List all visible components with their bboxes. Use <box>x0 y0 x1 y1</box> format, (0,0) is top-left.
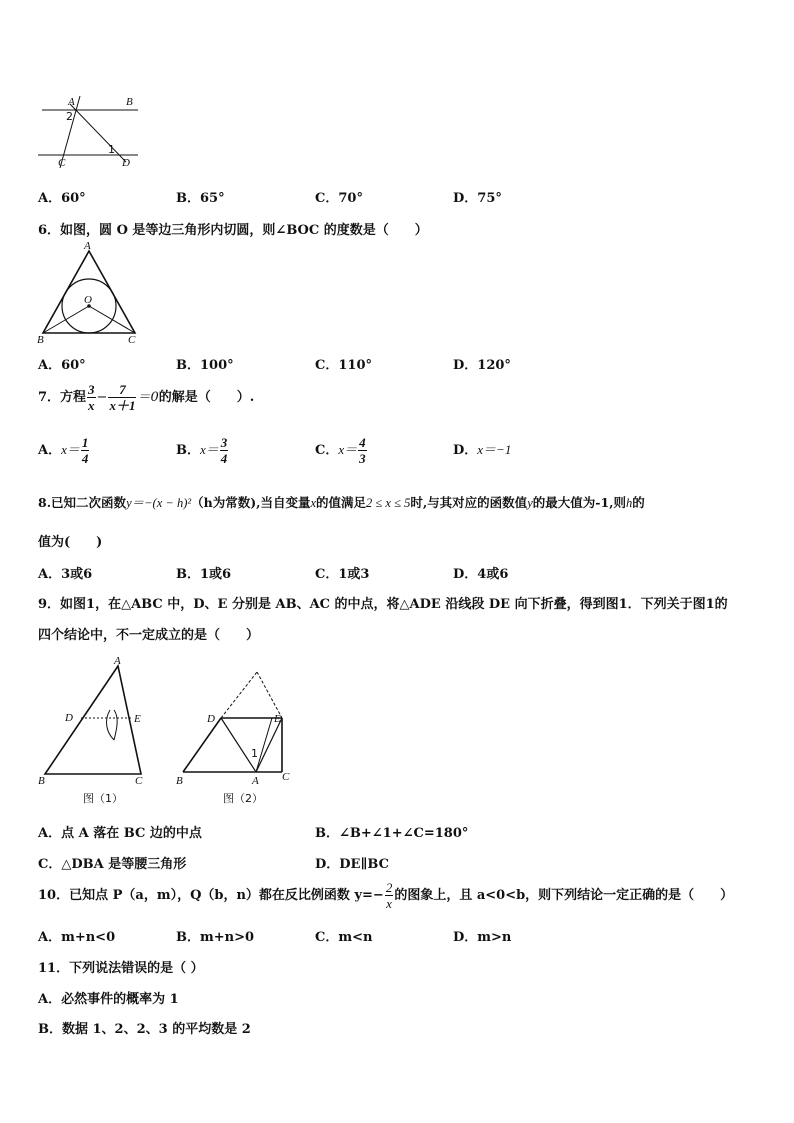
q8-stem-line1: 8.已知二次函数y＝−(x − h)²（h为常数),当自变量x的值满足2 ≤ x ≤ 5时,与其对应的函数值y的最大值为-1,则h的 <box>38 495 645 510</box>
q9-fig2-label-d: D <box>207 713 215 725</box>
q7-option-d: D．x＝−1 <box>453 442 512 458</box>
q10-option-a: A．m+n<0 <box>38 930 116 945</box>
q5-figure <box>34 92 146 172</box>
q9-fig1-label-d: D <box>65 712 73 724</box>
q5-angle-2: 2 <box>66 110 73 123</box>
q5-option-c: C．70° <box>315 191 363 206</box>
q9-fig1-label-a: A <box>114 655 121 667</box>
q8-formula: y＝−(x − h)² <box>126 496 192 510</box>
q9-fig2-dashed-ad <box>221 672 257 718</box>
q9-fig2-label-c: C <box>282 771 290 783</box>
q5-option-b: B．65° <box>176 191 225 206</box>
q9-fig2-label-e: E <box>274 713 281 725</box>
q7-minus: − <box>96 390 108 405</box>
q9-figure-1 <box>34 652 164 807</box>
q6-option-c: C．110° <box>315 358 372 373</box>
q9-fig1-label-c: C <box>135 775 143 787</box>
q5-transversal-ad <box>70 104 126 162</box>
q6-label-b: B <box>37 334 44 346</box>
q7-fraction-1 <box>87 382 96 413</box>
q10-option-c: C．m<n <box>315 930 373 945</box>
q9-fig1-label-e: E <box>134 713 141 725</box>
q8-range: 2 ≤ x ≤ 5 <box>366 496 411 510</box>
q8-option-a: A．3或6 <box>38 567 93 582</box>
q7-suffix: 的解是（ ）. <box>158 390 255 405</box>
q6-option-b: B．100° <box>176 358 234 373</box>
q9-fig2-dashed-ae <box>257 672 282 718</box>
q9-fig2-segment-da <box>221 718 256 772</box>
q8-option-d: D．4或6 <box>453 567 509 582</box>
q5-angle-1: 1 <box>108 143 115 156</box>
q11-option-b: B．数据 1、2、2、3 的平均数是 2 <box>38 1022 251 1037</box>
q6-triangle <box>43 251 135 333</box>
q5-option-a: A．60° <box>38 191 86 206</box>
q9-stem-line1: 9．如图1，在△ABC 中，D、E 分别是 AB、AC 的中点，将△ADE 沿线段 DE 向下折叠，得到图1．下列关于图1的 <box>38 597 728 612</box>
q7-prefix: 7．方程 <box>38 390 87 405</box>
q9-fig2-segment-ea <box>256 718 282 772</box>
q6-option-a: A．60° <box>38 358 86 373</box>
q11-stem: 11．下列说法错误的是（ ） <box>38 961 204 976</box>
q9-fig1-caption: 图（1） <box>83 792 123 805</box>
q6-stem: 6．如图，圆 O 是等边三角形内切圆，则∠BOC 的度数是（ ） <box>38 223 428 238</box>
q5-label-c: C <box>58 157 66 169</box>
q6-label-c: C <box>128 334 136 346</box>
q9-option-b: B．∠B+∠1+∠C=180° <box>315 826 469 841</box>
q9-fig1-fold-arrow <box>107 710 118 740</box>
q5-label-d: D <box>122 157 130 169</box>
q9-fig2-caption: 图（2） <box>223 792 263 805</box>
q9-option-c: C．△DBA 是等腰三角形 <box>38 857 187 872</box>
q6-label-o: O <box>84 294 92 306</box>
q9-fig1-label-b: B <box>38 775 45 787</box>
q6-figure <box>34 238 144 348</box>
q7-stem <box>38 380 254 416</box>
q7-option-c: C．x＝ $\frac{4}{3}$ <box>315 435 366 466</box>
q10-fraction: $\frac{2}{x}$ <box>385 880 393 911</box>
q8-stem-line2: 值为( ) <box>38 535 103 550</box>
q9-fig2-label-b: B <box>176 775 183 787</box>
q9-fig2-angle-1: 1 <box>251 747 258 760</box>
q9-option-a: A．点 A 落在 BC 边的中点 <box>38 826 202 841</box>
q8-option-c: C．1或3 <box>315 567 370 582</box>
q10-option-d: D．m>n <box>453 930 512 945</box>
q9-stem-line2: 四个结论中，不一定成立的是（ ） <box>38 628 260 643</box>
q9-fig2-label-a: A <box>252 775 259 787</box>
q7-frac2-num: 7 <box>108 382 136 398</box>
q9-figure-2 <box>172 652 302 807</box>
q7-option-a: A．x＝ $\frac{1}{4}$ <box>38 435 89 466</box>
q7-fraction-2 <box>108 382 136 413</box>
q7-equals: ＝0 <box>137 390 159 405</box>
q10-stem: 10．已知点 P（a，m），Q（b，n）都在反比例函数 y=− $\frac{2}{x}$ 的图象上，且 a<0<b，则下列结论一定正确的是（ ） <box>38 880 734 911</box>
q7-option-b: B．x＝ $\frac{3}{4}$ <box>176 435 228 466</box>
q9-option-d: D．DE∥BC <box>315 857 389 872</box>
q7-frac1-num: 3 <box>88 382 95 397</box>
q5-label-a: A <box>68 96 75 108</box>
q6-option-d: D．120° <box>453 358 511 373</box>
q11-option-a: A．必然事件的概率为 1 <box>38 992 179 1007</box>
q9-fig1-triangle <box>45 666 141 774</box>
q5-option-d: D．75° <box>453 191 502 206</box>
q5-label-b: B <box>126 96 133 108</box>
q7-frac2-den: x＋1 <box>109 398 136 413</box>
q6-label-a: A <box>84 240 91 252</box>
q8-option-b: B．1或6 <box>176 567 232 582</box>
q9-fig2-side-bd <box>183 718 221 772</box>
q7-frac1-den: x <box>88 398 95 413</box>
q10-option-b: B．m+n>0 <box>176 930 255 945</box>
